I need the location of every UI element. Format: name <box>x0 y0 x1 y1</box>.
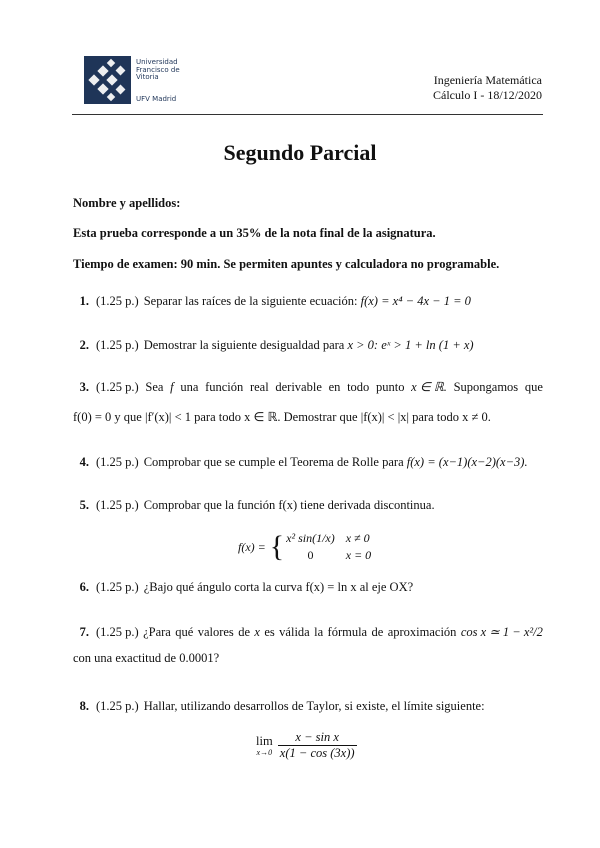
word: derivable <box>275 380 322 394</box>
logo-emblem-icon <box>84 56 131 104</box>
question-7 <box>73 625 543 665</box>
word: Sea <box>145 380 164 394</box>
question-2 <box>73 338 543 352</box>
word: ¿Para <box>143 625 171 639</box>
logo-line: Francisco de <box>136 65 180 74</box>
word: la <box>314 625 324 639</box>
question-number: 2. <box>79 338 89 352</box>
question-number: 1. <box>79 294 89 308</box>
question-math: eˣ > 1 + ln (1 + x) <box>381 338 474 352</box>
logo-line: UFV Madrid <box>136 94 177 103</box>
question-points: (1.25 p.) <box>96 625 139 639</box>
word: válida <box>279 625 310 639</box>
word: de <box>371 625 384 639</box>
question-4 <box>73 455 543 469</box>
question-text: Comprobar que la función f(x) tiene derivada discontinua. <box>143 498 435 512</box>
word: f <box>170 380 174 394</box>
word: de <box>238 625 251 639</box>
word: una <box>180 380 199 394</box>
question-line-justified <box>73 380 543 394</box>
left-brace-icon: { <box>269 530 285 563</box>
word: qué <box>175 625 194 639</box>
question-8 <box>73 699 543 713</box>
question-number: 3. <box>79 380 89 394</box>
question-text: Comprobar que se cumple el Teorema de Rolle para <box>143 455 407 469</box>
word: x ∈ ℝ. <box>411 380 447 394</box>
question-number: 4. <box>79 455 89 469</box>
limit-operator <box>256 734 273 757</box>
question-6 <box>73 580 543 594</box>
piecewise-case2-cond: x = 0 <box>345 548 372 562</box>
word: es <box>264 625 275 639</box>
logo-line: Universidad <box>136 58 178 66</box>
question-points: (1.25 p.) <box>96 338 139 352</box>
question-3 <box>73 380 543 424</box>
question-1 <box>73 294 543 308</box>
question-condition: x > 0: <box>347 338 379 352</box>
piecewise-case2-expr: 0 <box>307 548 314 562</box>
question-number: 7. <box>79 625 89 639</box>
word: valores <box>197 625 234 639</box>
word: x <box>254 625 260 639</box>
limit-subscript: x→0 <box>256 748 273 757</box>
word: punto <box>375 380 405 394</box>
word: función <box>205 380 244 394</box>
logo-wordmark <box>136 59 180 103</box>
question-text: Hallar, utilizando desarrollos de Taylor, si existe, el límite siguiente: <box>143 699 485 713</box>
word: aproximación <box>387 625 457 639</box>
piecewise-lhs: f(x) = <box>238 539 266 554</box>
piecewise-function <box>238 530 372 564</box>
question-points: (1.25 p.) <box>96 380 139 394</box>
header-divider <box>72 114 543 115</box>
limit-denominator: x(1 − cos (3x)) <box>279 746 355 760</box>
piecewise-case1-cond: x ≠ 0 <box>345 531 370 545</box>
question-text: ¿Bajo qué ángulo corta la curva f(x) = ln x al eje OX? <box>143 580 414 594</box>
limit-numerator: x − sin x <box>278 730 357 746</box>
question-line-2: f(0) = 0 y que |f′(x)| < 1 para todo x ∈ ℝ. Demostrar que |f(x)| < |x| para todo x ≠ 0. <box>73 410 491 424</box>
question-number: 5. <box>79 498 89 512</box>
weight-note: Esta prueba corresponde a un 35% de la nota final de la asignatura. <box>73 226 436 240</box>
university-logo <box>84 56 184 104</box>
question-number: 6. <box>79 580 89 594</box>
word: cos x ≃ 1 − x²/2 <box>460 625 543 639</box>
question-math: f(x) = (x−1)(x−2)(x−3). <box>406 455 528 469</box>
word: que <box>524 380 543 394</box>
question-points: (1.25 p.) <box>96 455 139 469</box>
piecewise-case1-expr: x² sin(1/x) <box>286 531 335 545</box>
question-line-justified <box>73 625 543 639</box>
question-5 <box>73 498 543 512</box>
word: todo <box>347 380 370 394</box>
word: real <box>249 380 269 394</box>
question-points: (1.25 p.) <box>96 580 139 594</box>
question-points: (1.25 p.) <box>96 699 139 713</box>
word: Supongamos <box>453 380 519 394</box>
question-text: Separar las raíces de la siguiente ecuación: <box>143 294 361 308</box>
limit-fraction <box>278 730 357 761</box>
time-note: Tiempo de examen: 90 min. Se permiten apuntes y calculadora no programable. <box>73 257 500 271</box>
question-number: 8. <box>79 699 89 713</box>
question-points: (1.25 p.) <box>96 498 139 512</box>
degree-name: Ingeniería Matemática <box>433 73 542 87</box>
exam-title: Segundo Parcial <box>223 140 377 165</box>
question-text: Demostrar la siguiente desigualdad para <box>143 338 348 352</box>
limit-expression <box>256 730 357 761</box>
question-math: f(x) = x⁴ − 4x − 1 = 0 <box>360 294 471 308</box>
logo-line: Vitoria <box>136 73 159 81</box>
course-date: Cálculo I - 18/12/2020 <box>433 88 542 102</box>
limit-word: lim <box>256 734 273 748</box>
question-points: (1.25 p.) <box>96 294 139 308</box>
header-info <box>433 73 542 103</box>
word: en <box>328 380 341 394</box>
question-line-2: con una exactitud de 0.0001? <box>73 651 220 665</box>
name-label: Nombre y apellidos: <box>73 196 181 210</box>
word: fórmula <box>327 625 368 639</box>
